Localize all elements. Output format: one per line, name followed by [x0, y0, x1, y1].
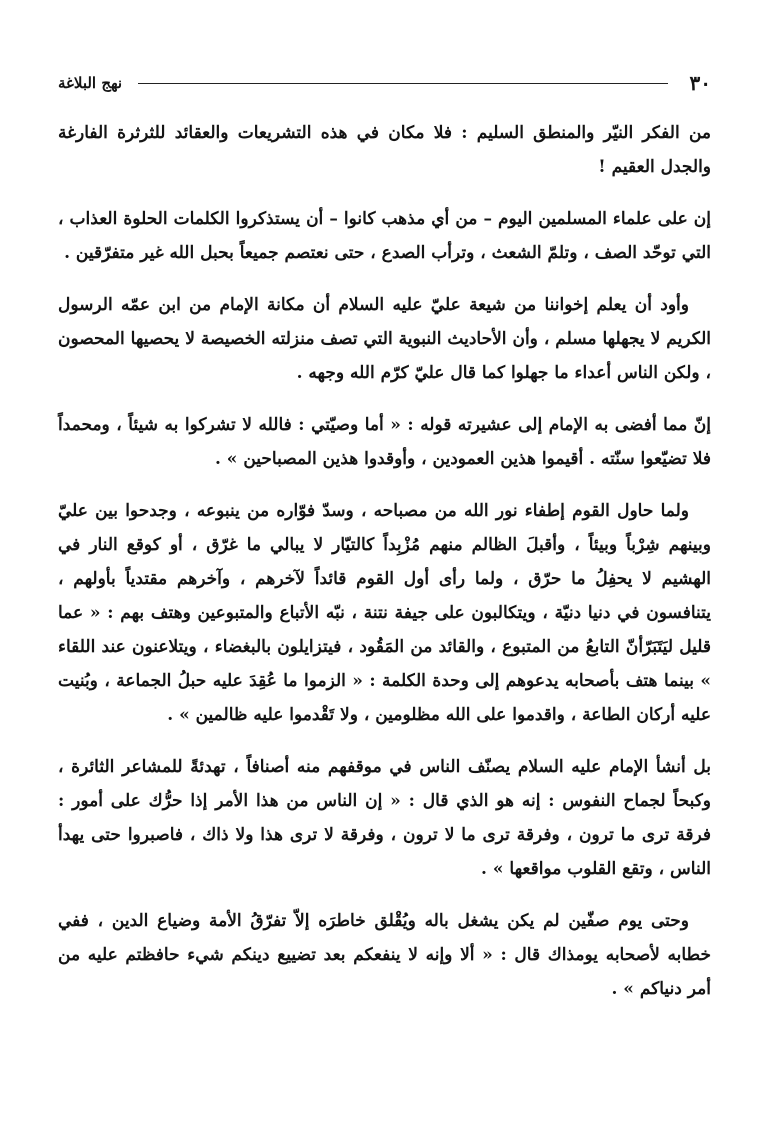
book-page: [58, 68, 711, 1068]
paragraph-7: وحتى يوم صفّين لم يكن يشغل باله ويُقْلق خاطرَه إلاّ تفرّقُ الأمة وضياع الدين ، ففي خطابه لأصحابه يومذاك قال : « ألا وإنه لا ينفعكم بعد تضييع دينكم شيء حافظتم عليه من أمر دنياكم » .: [58, 911, 711, 999]
paragraph-3: وأود أن يعلم إخواننا من شيعة عليّ عليه السلام أن مكانة الإمام من ابن عمّه الرسول الكريم لا يجهلها مسلم ، وأن الأحاديث النبوية التي تصف منزلته الخصيصة لا يحصيها المحصون ، ولكن الناس أعداء ما جهلوا كما قال عليّ كرّم الله وجهه .: [58, 295, 711, 383]
paragraph-2: إن على علماء المسلمين اليوم – من أي مذهب كانوا – أن يستذكروا الكلمات الحلوة العذاب ، التي توحّد الصف ، وتلمّ الشعث ، وترأب الصدع ، حتى نعتصم جميعاً بحبل الله غير متفرّقين .: [58, 209, 711, 263]
body-text: [58, 116, 711, 1006]
paragraph-4: إنّ مما أفضى به الإمام إلى عشيرته قوله : « أما وصيّتي : فالله لا تشركوا به شيئاً ، ومحمداً فلا تضيّعوا سنّته . أقيموا هذين العمودين ، وأوقدوا هذين المصباحين » .: [58, 415, 711, 469]
page-number: ٣٠: [689, 71, 711, 95]
header-rule: [138, 83, 667, 84]
running-title: نهج البلاغة: [58, 73, 123, 92]
page-header: [58, 68, 711, 98]
paragraph-1: من الفكر النيّر والمنطق السليم : فلا مكان في هذه التشريعات والعقائد للثرثرة الفارغة والجدل العقيم !: [58, 123, 711, 177]
paragraph-5: ولما حاول القوم إطفاء نور الله من مصباحه ، وسدّ فوّاره من ينبوعه ، وجدحوا بين عليّ وبينهم شِرْباً وبيئاً ، وأقبلَ الظالم منهم مُزْبِداً كالتيّار لا يبالي ما غرّق ، أو كوقع النار في الهشيم لا يحفِلُ ما حرّق ، ولما رأى أول القوم قائداً لآخرهم ، وآخرهم مقتدياً بأولهم ، يتنافسون في دنيا دنيّة ، ويتكالبون على جيفة نتنة ، نبّه الأتباع والمتبوعين وهتف بهم : « عما قليل ليَتَبَرّأنّ التابعُ من المتبوع ، والقائد من المَقُود ، فيتزايلون بالبغضاء ، ويتلاعنون عند اللقاء » بينما هتف بأصحابه يدعوهم إلى وحدة الكلمة : « الزموا ما عُقِدَ عليه حبلُ الجماعة ، وبُنيت عليه أركان الطاعة ، واقدموا على الله مظلومين ، ولا تَقْدموا عليه ظالمين » .: [58, 501, 711, 725]
paragraph-6: بل أنشأ الإمام عليه السلام يصنّف الناس في موقفهم منه أصنافاً ، تهدئةً للمشاعر الثائرة ، وكبحاً لجماح النفوس : إنه هو الذي قال : « إن الناس من هذا الأمر إذا حرُّك على أمور : فرقة ترى ما ترون ، وفرقة ترى ما لا ترون ، وفرقة لا ترى هذا ولا ذاك ، فاصبروا حتى يهدأ الناس ، وتقع القلوب مواقعها » .: [58, 757, 711, 879]
